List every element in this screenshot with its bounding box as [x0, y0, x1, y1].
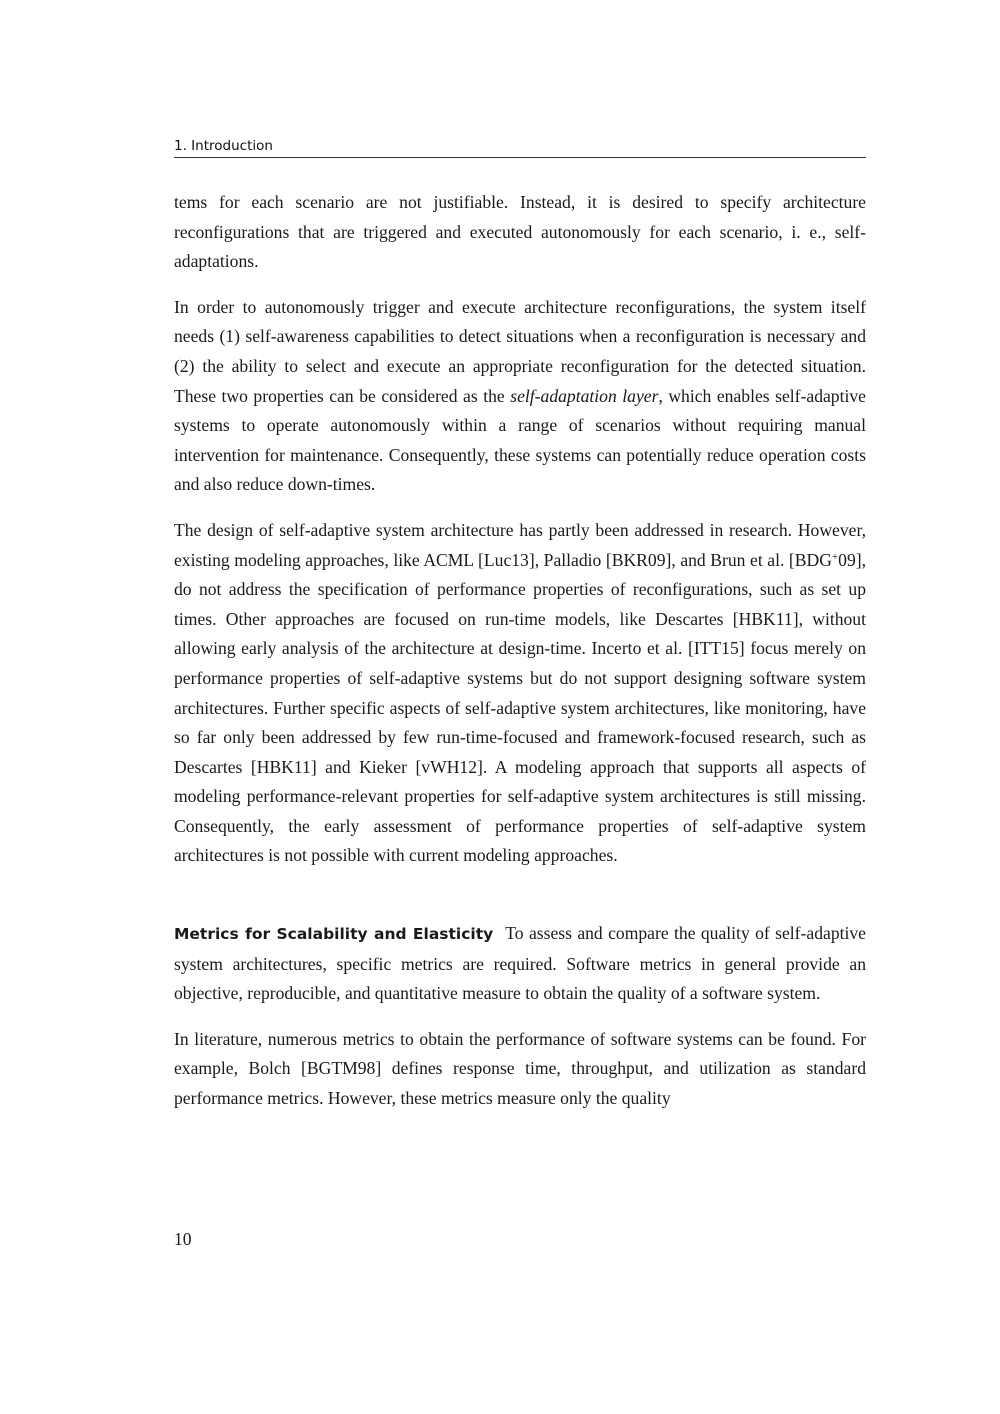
paragraph-metrics-intro	[174, 919, 866, 1009]
page-body	[174, 188, 866, 1130]
section-heading: Metrics for Scalability and Elasticity	[174, 925, 494, 944]
paragraph-text: The design of self-adaptive system architecture has partly been addressed in research. However, existing modeling approaches, like ACML [Luc13], Palladio [BKR09], and Brun et al. [BDG	[174, 519, 866, 570]
paragraph-self-adaptation-layer	[174, 293, 866, 500]
paragraph-self-adaptations: tems for each scenario are not justifiable. Instead, it is desired to specify architecture reconfigurations that are triggered and executed autonomously for each scenario, i. e., self-adaptations.	[174, 192, 866, 272]
paragraph-performance-metrics: In literature, numerous metrics to obtain the performance of software systems can be found. For example, Bolch [BGTM98] defines response time, throughput, and utilization as standard performance metrics. However, these metrics measure only the quality	[174, 1028, 866, 1109]
paragraph-text: 09], do not address the specification of performance properties of reconfigurations, such as set up times. Other approaches are focused on run-time models, like Descartes [HBK11], without allowing early analysis of the architecture at design-time. Incerto et al. [ITT15] focus merely on performance properties of self-adaptive systems but do not support designing software system architectures. Further specific aspects of self-adaptive system architectures, like monitoring, have so far only been addressed by few run-time-focused and framework-focused research, such as Descartes [HBK11] and Kieker [vWH12]. A modeling approach that supports all aspects of modeling performance-relevant properties for self-adaptive system architectures is still missing. Consequently, the early assessment of performance properties of self-adaptive system architectures is not possible with current modeling approaches.	[174, 549, 866, 866]
paragraph-text: In order to autonomously trigger and execute architecture reconfigurations, the system itself needs (1) self-awareness capabilities to detect situations when a reconfiguration is necessary and (2) the ability to select and execute an appropriate reconfiguration for the detected situation. These two properties can be considered as the	[174, 296, 866, 406]
section-spacer	[174, 887, 866, 919]
citation-superscript: +	[831, 550, 839, 563]
running-header	[174, 136, 866, 158]
running-title: 1. Introduction	[174, 138, 273, 154]
emphasized-term: self-adaptation layer	[510, 385, 659, 406]
paragraph-text: To assess and compare the quality of self-adaptive system architectures, specific metrics are required. Software metrics in general provide an objective, reproducible, and quantitative measure to obtain the quality of a software system.	[174, 923, 866, 1004]
paragraph-related-work	[174, 516, 866, 871]
paragraph-text: , which enables self-adaptive systems to operate autonomously within a range of scenarios without requiring manual intervention for maintenance. Consequently, these systems can potentially reduce operation costs and also reduce down-times.	[174, 385, 866, 495]
page-number: 10	[174, 1229, 192, 1249]
